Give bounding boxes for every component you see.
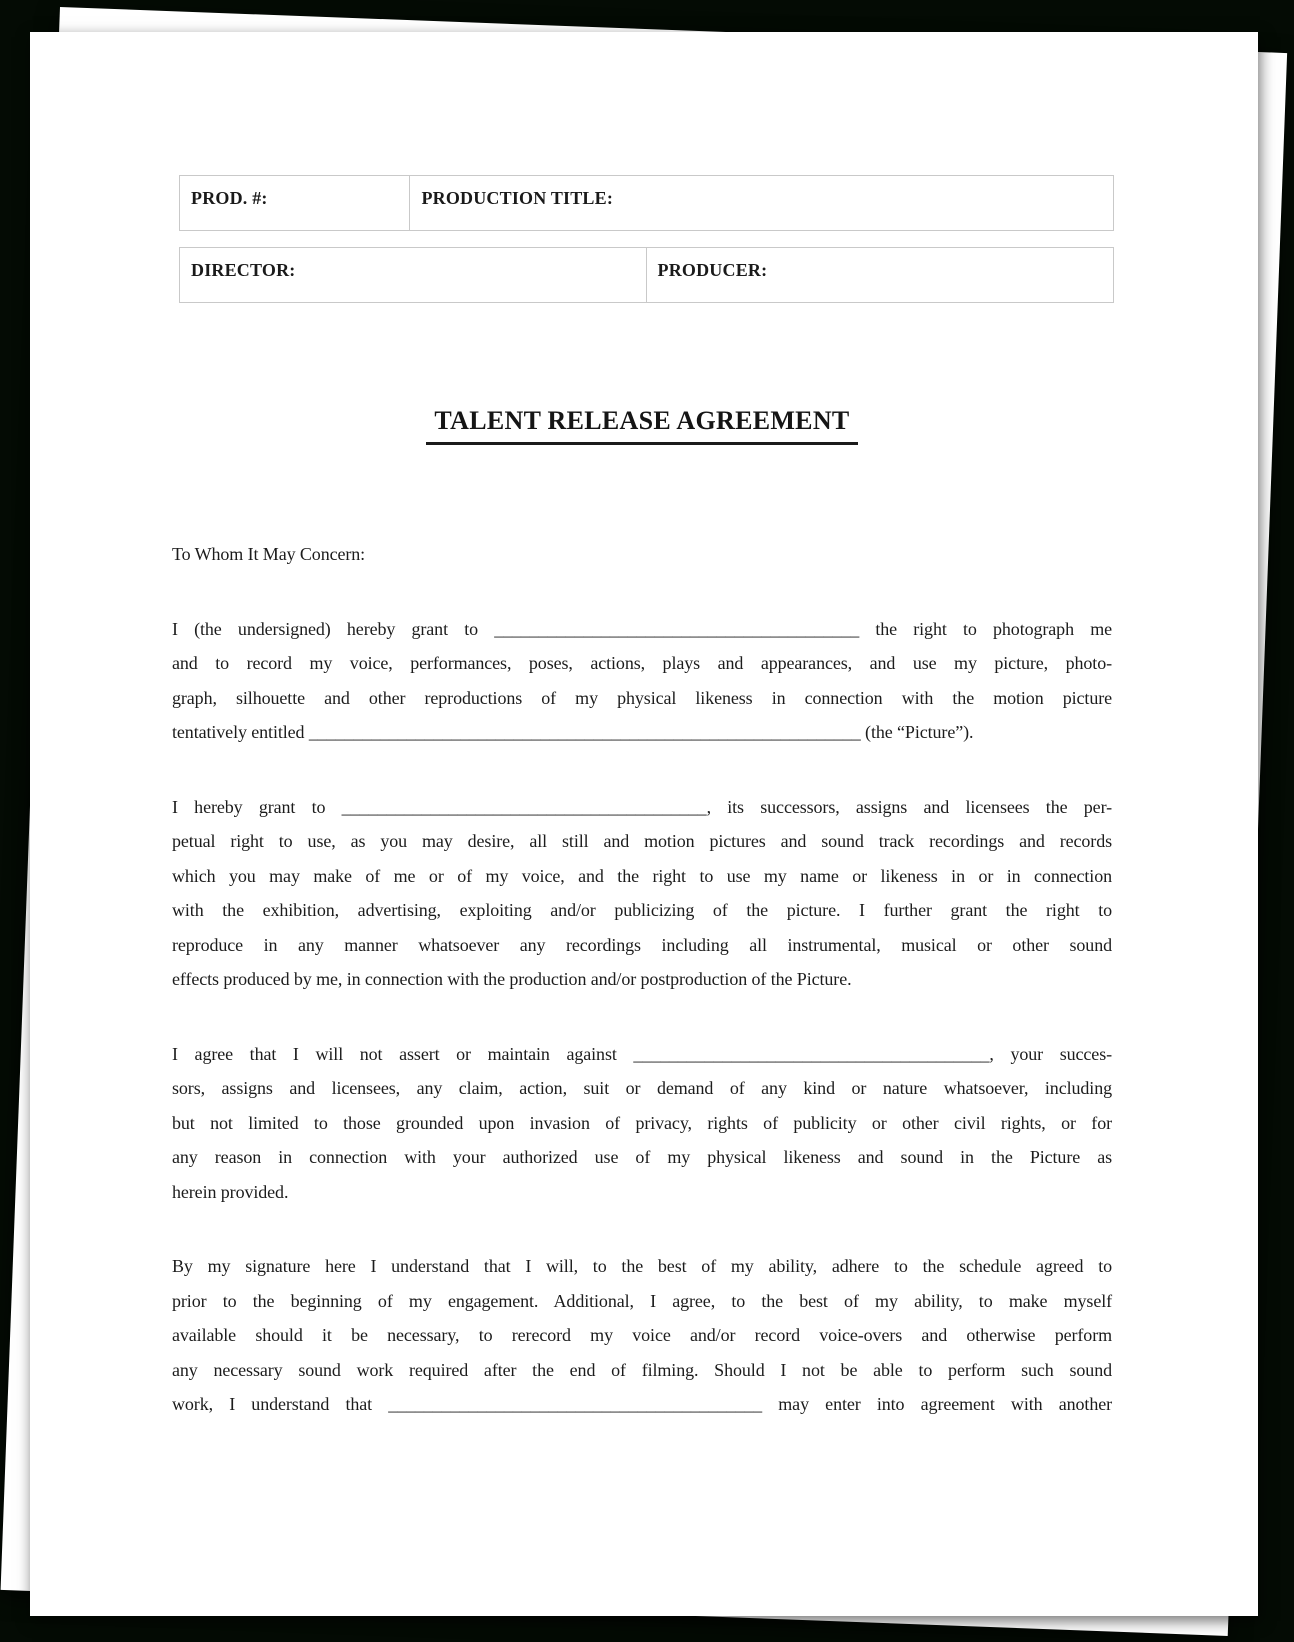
doc-line-with-blank: I agree that I will not assert or maintain against ________________________________________, your succes- xyxy=(172,1043,1112,1064)
doc-line: reproduce in any manner whatsoever any recordings including all instrumental, musical or other sound xyxy=(172,934,1112,955)
title-container xyxy=(172,406,1112,445)
document-title: TALENT RELEASE AGREEMENT xyxy=(426,406,857,445)
doc-line: petual right to use, as you may desire, all still and motion pictures and sound track recordings and records xyxy=(172,831,1112,851)
prod-number-label: PROD. #: xyxy=(191,188,268,208)
doc-line: By my signature here I understand that I will, to the best of my ability, adhere to the schedule agreed to xyxy=(172,1256,1112,1276)
paper-sheet-front xyxy=(30,32,1258,1616)
document-body xyxy=(172,537,1112,1462)
doc-line: herein provided. xyxy=(172,1181,289,1202)
doc-line: available should it be necessary, to rerecord my voice and/or record voice-overs and otherwise perform xyxy=(172,1325,1112,1345)
doc-line: prior to the beginning of my engagement. Additional, I agree, to the best of my ability, to make myself xyxy=(172,1290,1112,1311)
doc-line-with-blank: I hereby grant to _________________________________________, its successors, assigns and licensees the per- xyxy=(172,796,1112,817)
prod-number-field[interactable] xyxy=(180,176,410,230)
director-label: DIRECTOR: xyxy=(191,260,296,280)
production-title-label: PRODUCTION TITLE: xyxy=(421,188,614,208)
paragraph xyxy=(172,790,1112,997)
salutation-line: To Whom It May Concern: xyxy=(172,544,366,564)
doc-line: but not limited to those grounded upon invasion of privacy, rights of publicity or other civil rights, or for xyxy=(172,1112,1112,1133)
director-field[interactable] xyxy=(180,248,647,302)
doc-line: and to record my voice, performances, poses, actions, plays and appearances, and use my picture, photo- xyxy=(172,653,1112,673)
table-row xyxy=(179,247,1114,303)
doc-line: with the exhibition, advertising, exploiting and/or publicizing of the picture. I further grant the right to xyxy=(172,900,1112,920)
paragraph xyxy=(172,1037,1112,1210)
doc-line: which you may make of me or of my voice, and the right to use my name or likeness in or in connection xyxy=(172,865,1112,886)
document-paragraphs xyxy=(172,612,1112,1422)
doc-line-with-blank: I (the undersigned) hereby grant to _________________________________________ the right to photograph me xyxy=(172,618,1112,639)
doc-line-with-blank: tentatively entitled ______________________________________________________________ (the “Picture”). xyxy=(172,722,974,742)
doc-line-with-blank: work, I understand that __________________________________________ may enter into agreement with another xyxy=(172,1394,1112,1414)
table-row xyxy=(179,175,1114,231)
doc-line: graph, silhouette and other reproductions of my physical likeness in connection with the motion picture xyxy=(172,687,1112,708)
producer-field[interactable] xyxy=(647,248,1114,302)
producer-label: PRODUCER: xyxy=(657,260,768,280)
paragraph xyxy=(172,612,1112,750)
paragraph xyxy=(172,1249,1112,1422)
doc-line: any reason in connection with your authorized use of my physical likeness and sound in the Picture as xyxy=(172,1147,1112,1167)
doc-line: effects produced by me, in connection with the production and/or postproduction of the Picture. xyxy=(172,969,852,989)
production-title-field[interactable] xyxy=(410,176,1113,230)
production-info-tables xyxy=(179,175,1114,303)
doc-line: any necessary sound work required after the end of filming. Should I not be able to perform such sound xyxy=(172,1359,1112,1380)
doc-line: sors, assigns and licensees, any claim, action, suit or demand of any kind or nature whatsoever, including xyxy=(172,1078,1112,1098)
